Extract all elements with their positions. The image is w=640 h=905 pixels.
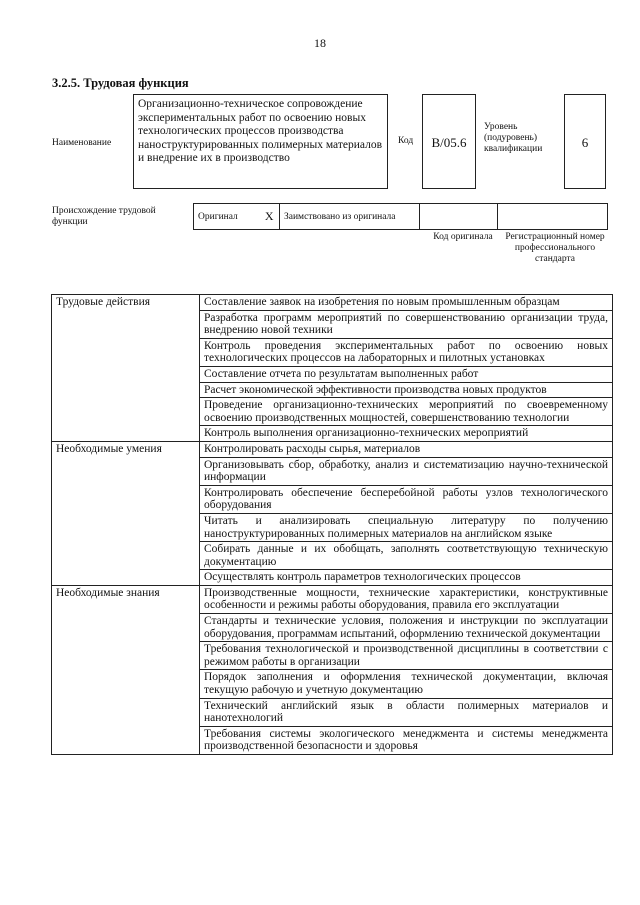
section-item: Порядок заполнения и оформления технической документации, включая текущую рабочую и учетную документацию <box>200 670 613 698</box>
function-code-box: B/05.6 <box>422 94 476 189</box>
table-row <box>52 441 613 457</box>
code-label: Код <box>398 136 414 146</box>
section-item: Составление отчета по результатам выполненных работ <box>200 366 613 382</box>
section-item: Производственные мощности, технические характеристики, конструктивные особенности и режимы работы оборудования, правила его эксплуатации <box>200 585 613 613</box>
registration-caption: Регистрационный номер профессионального стандарта <box>505 232 605 264</box>
section-item: Контроль выполнения организационно-технических мероприятий <box>200 426 613 442</box>
section-item: Собирать данные и их обобщать, заполнять соответствующую техническую документацию <box>200 542 613 570</box>
section-item: Контролировать обеспечение бесперебойной работы узлов технологического оборудования <box>200 485 613 513</box>
borrowed-label: Заимствовано из оригинала <box>280 204 420 230</box>
function-details-table <box>51 294 613 755</box>
table-row <box>52 295 613 311</box>
section-item: Стандарты и технические условия, положения и инструкции по эксплуатации оборудования, программам испытаний, оформлению технической документации <box>200 614 613 642</box>
section-item: Контроль проведения экспериментальных работ по освоению новых технологических процессов на лабораторных и пилотных установках <box>200 338 613 366</box>
registration-number-cell <box>498 204 608 230</box>
original-mark: X <box>260 204 280 230</box>
section-title: Трудовые действия <box>52 295 200 442</box>
level-label: Уровень (подуровень) квалификации <box>484 122 543 154</box>
section-item: Составление заявок на изобретения по новым промышленным образцам <box>200 295 613 311</box>
section-heading: 3.2.5. Трудовая функция <box>52 76 189 90</box>
section-item: Разработка программ мероприятий по совершенствованию организации труда, внедрению новой техники <box>200 310 613 338</box>
name-label: Наименование <box>52 138 112 148</box>
function-name-box: Организационно-техническое сопровождение экспериментальных работ по освоению новых технологических процессов производства наноструктурированных полимерных материалов и внедрение их в производство <box>133 94 388 189</box>
code-original-caption: Код оригинала <box>433 232 493 242</box>
origin-label: Происхождение трудовой функции <box>52 206 156 227</box>
page-number: 18 <box>314 36 326 50</box>
section-item: Расчет экономической эффективности производства новых продуктов <box>200 382 613 398</box>
section-item: Проведение организационно-технических мероприятий по своевременному освоению производственных мощностей, совершенствованию технологии <box>200 398 613 426</box>
original-code-cell <box>420 204 498 230</box>
origin-table <box>193 203 608 230</box>
section-item: Читать и анализировать специальную литературу по получению наноструктурированных полимерных материалов на английском языке <box>200 513 613 541</box>
table-row <box>52 585 613 613</box>
section-item: Требования технологической и производственной дисциплины в соответствии с режимом работы в организации <box>200 642 613 670</box>
section-item: Контролировать расходы сырья, материалов <box>200 441 613 457</box>
section-item: Требования системы экологического менеджмента и системы менеджмента производственной безопасности и здоровья <box>200 726 613 754</box>
section-title: Необходимые умения <box>52 441 200 585</box>
section-item: Организовывать сбор, обработку, анализ и систематизацию научно-технической информации <box>200 457 613 485</box>
section-item: Технический английский язык в области полимерных материалов и нанотехнологий <box>200 698 613 726</box>
qualification-level-box: 6 <box>564 94 606 189</box>
section-title: Необходимые знания <box>52 585 200 754</box>
original-label: Оригинал <box>194 204 260 230</box>
section-item: Осуществлять контроль параметров технологических процессов <box>200 570 613 586</box>
